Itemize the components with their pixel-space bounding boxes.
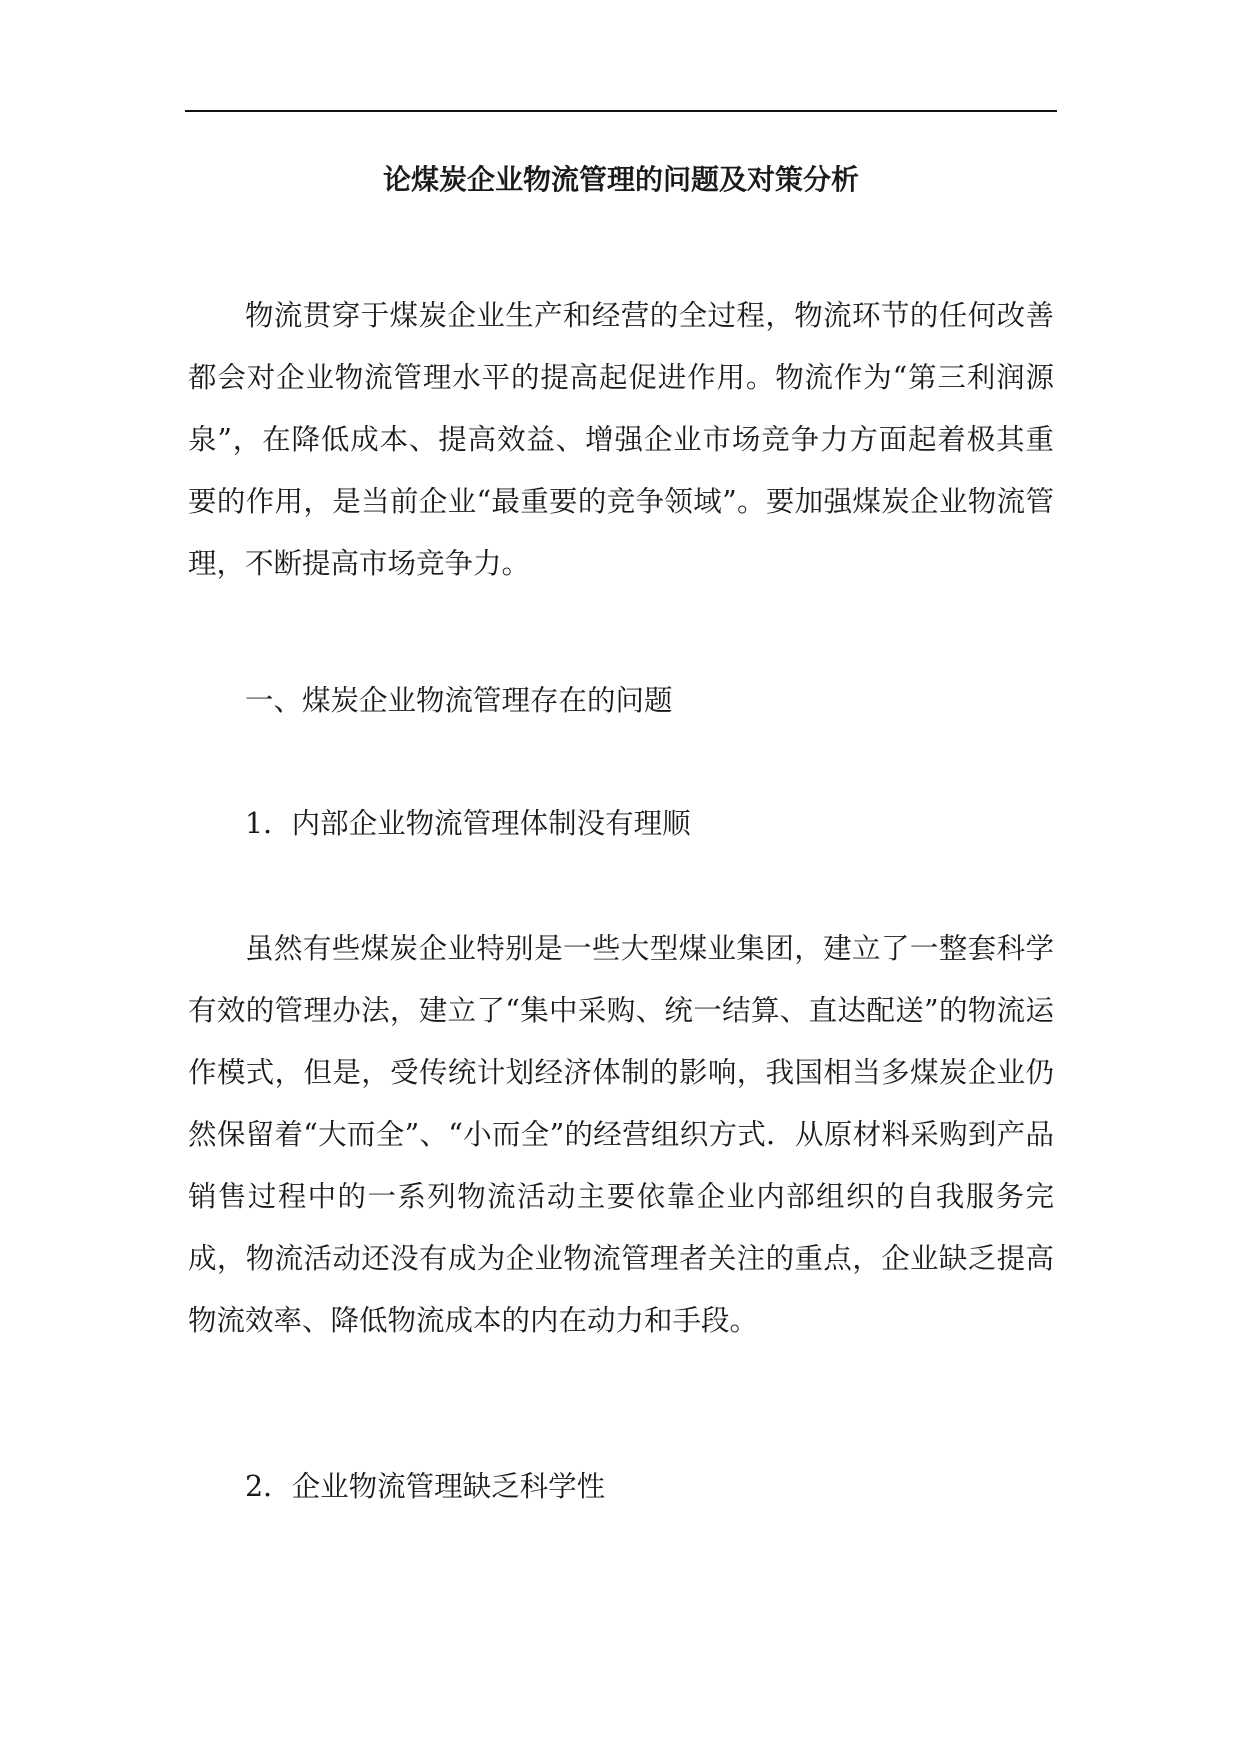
subsection-1-paragraph: 虽然有些煤炭企业特别是一些大型煤业集团，建立了一整套科学有效的管理办法，建立了“集中采购、统一结算、直达配送”的物流运作模式，但是，受传统计划经济体制的影响，我国相当多煤炭企业仍然保留着“大而全”、“小而全”的经营组织方式．从原材料采购到产品销售过程中的一系列物流活动主要依靠企业内部组织的自我服务完成，物流活动还没有成为企业物流管理者关注的重点，企业缺乏提高物流效率、降低物流成本的内在动力和手段。 [188,932,1054,1337]
document-title: 论煤炭企业物流管理的问题及对策分析 [382,163,859,196]
subsection-1-heading: 1．内部企业物流管理体制没有理顺 [245,807,691,840]
header-rule [185,110,1057,112]
section-1-heading: 一、煤炭企业物流管理存在的问题 [245,684,673,717]
intro-paragraph: 物流贯穿于煤炭企业生产和经营的全过程，物流环节的任何改善都会对企业物流管理水平的提高起促进作用。物流作为“第三利润源泉”，在降低成本、提高效益、增强企业市场竞争力方面起着极其重要的作用，是当前企业“最重要的竞争领域”。要加强煤炭企业物流管理，不断提高市场竞争力。 [188,299,1054,580]
subsection-2-heading: 2．企业物流管理缺乏科学性 [245,1470,606,1503]
